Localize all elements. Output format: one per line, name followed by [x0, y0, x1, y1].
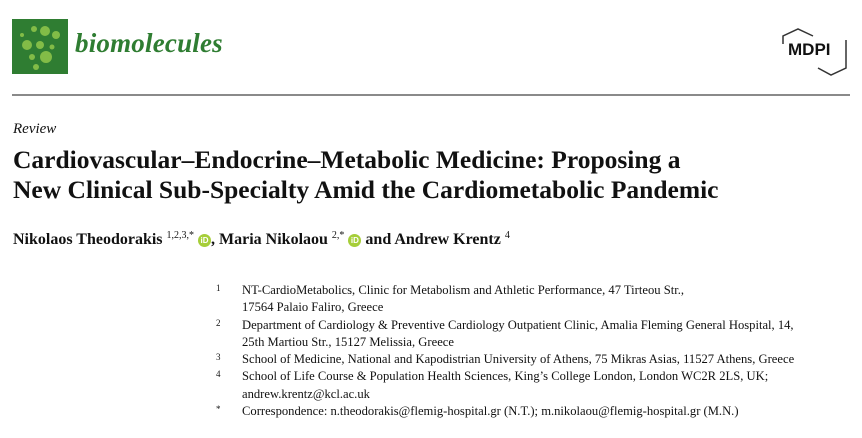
author-affiliation-marker: 2,* [331, 230, 345, 241]
affiliation-item [216, 317, 794, 352]
affiliations [216, 282, 794, 420]
publisher-name: MDPI [788, 40, 831, 59]
affiliation-line: 25th Martiou Str., 15127 Melissia, Greece [242, 334, 454, 349]
article-title [13, 145, 718, 205]
affiliation-number: 1 [216, 283, 221, 293]
correspondence-line[interactable]: Correspondence: n.theodorakis@flemig-hospital.gr (N.T.); m.nikolaou@flemig-hospital.gr (M.N.) [242, 404, 739, 419]
affiliation-line: School of Life Course & Population Health Sciences, King’s College London, London WC2R 2LS, UK; [242, 369, 769, 384]
affiliation-item [216, 282, 794, 317]
author-name: Nikolaos Theodorakis [13, 231, 163, 248]
title-line: New Clinical Sub-Specialty Amid the Cardiometabolic Pandemic [13, 175, 719, 204]
affiliation-line: 17564 Palaio Faliro, Greece [242, 300, 384, 315]
email-link[interactable]: andrew.krentz@kcl.ac.uk [242, 386, 370, 401]
mdpi-logo [780, 28, 850, 76]
author-list [13, 230, 510, 249]
article-type: Review [13, 121, 57, 137]
affiliation-line: Department of Cardiology & Preventive Cardiology Outpatient Clinic, Amalia Fleming General Hospital, 14, [242, 317, 794, 332]
affiliation-item [216, 351, 794, 368]
affiliation-number: 4 [216, 369, 221, 380]
affiliation-item [216, 368, 794, 403]
affiliation-number: 2 [216, 317, 221, 328]
correspondence-marker: * [216, 404, 221, 415]
author-affiliation-marker: 1,2,3,* [166, 230, 195, 241]
orcid-icon[interactable]: iD [198, 234, 211, 247]
journal-logo-icon [12, 19, 68, 74]
affiliation-line: NT-CardioMetabolics, Clinic for Metabolism and Athletic Performance, 47 Tirteou Str., [242, 283, 685, 297]
author-name: and Andrew Krentz [361, 231, 501, 248]
orcid-icon[interactable]: iD [348, 234, 361, 247]
correspondence [216, 403, 794, 420]
journal-name: biomolecules [75, 28, 223, 58]
author-name: , Maria Nikolaou [211, 231, 328, 248]
author-affiliation-marker: 4 [504, 230, 510, 241]
affiliation-line: School of Medicine, National and Kapodistrian University of Athens, 75 Mikras Asias, 11527 Athens, Greece [242, 352, 795, 367]
title-line: Cardiovascular–Endocrine–Metabolic Medicine: Proposing a [13, 145, 681, 174]
affiliation-number: 3 [216, 352, 221, 363]
header-divider [12, 94, 850, 96]
